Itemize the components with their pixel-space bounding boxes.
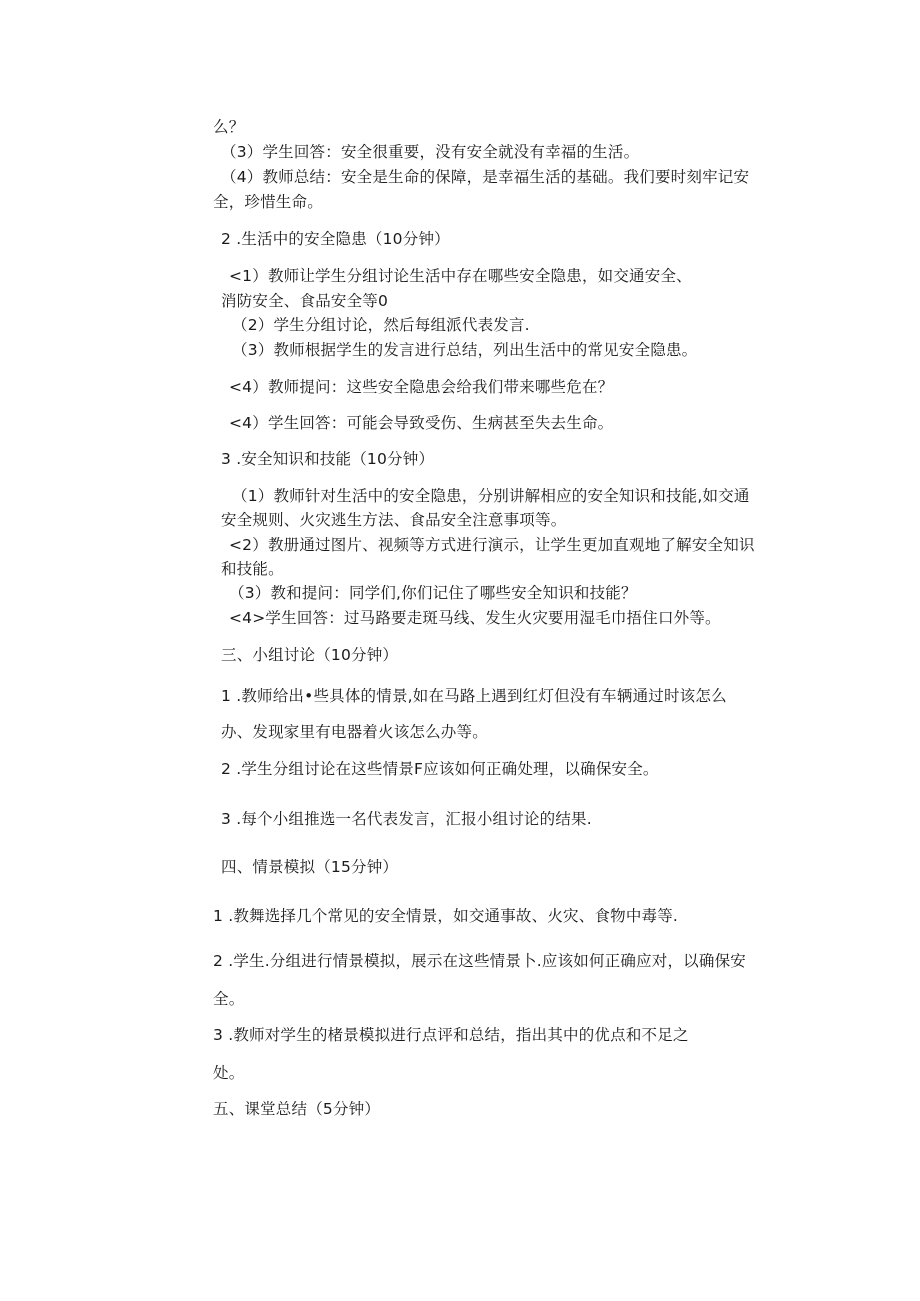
text-line: （1）教师针对生活中的安全隐患，分别讲解相应的安全知识和技能,如交通 (232, 487, 750, 505)
text-line: 2 .学生.分组进行情景模拟，展示在这些情景卜.应该如何正确应对，以确保安 (213, 952, 746, 970)
text-line: （4）教师总结：安全是生命的保障，是幸福生活的基础。我们要时刻牢记安 (221, 168, 750, 186)
text-line: （2）学生分组讨论，然后每组派代表发言. (232, 316, 530, 334)
text-line: 1 .教师给出•些具体的情景,如在马路上遇到红灯但没有车辆通过时该怎么 (221, 687, 727, 705)
text-line: 2 .学生分组讨论在这些情景F应该如何正确处理，以确保安全。 (221, 760, 659, 778)
text-line: 全。 (213, 990, 245, 1008)
text-line: 么？ (213, 118, 245, 136)
text-line: 和技能。 (221, 560, 284, 578)
text-line: 消防安全、食品安全等0 (221, 292, 389, 310)
text-line: <4）学生回答：可能会导致受伤、生病甚至失去生命。 (229, 414, 614, 432)
text-line: 处。 (213, 1064, 245, 1082)
text-line: <4）教师提问：这些安全隐患会给我们带来哪些危在？ (229, 378, 614, 396)
section-heading: 2 .生活中的安全隐患（10分钟） (221, 230, 450, 248)
text-line: 安全规则、火灾逃生方法、食品安全注意事项等。 (221, 511, 567, 529)
text-line: <4>学生回答：过马路要走斑马线、发生火灾要用湿毛巾捂住口外等。 (229, 609, 721, 627)
text-line: 全，珍惜生命。 (213, 193, 323, 211)
text-line: <1）教师让学生分组讨论生活中存在哪些安全隐患，如交通安全、 (229, 267, 692, 285)
text-line: （3）学生回答：安全很重要，没有安全就没有幸福的生活。 (221, 143, 640, 161)
text-line: （3）教师根据学生的发言进行总结，列出生活中的常见安全隐患。 (232, 341, 698, 359)
text-line: 办、发现家里有电器着火该怎么办等。 (221, 723, 488, 741)
text-line: 3 .每个小组推选一名代表发言，汇报小组讨论的结果. (221, 810, 592, 828)
section-heading: 四、情景模拟（15分钟） (221, 858, 399, 876)
text-line: 3 .教师对学生的楮景模拟进行点评和总结，指出其中的优点和不足之 (213, 1026, 689, 1044)
section-heading: 三、小组讨论（10分钟） (221, 646, 399, 664)
section-heading: 五、课堂总结（5分钟） (213, 1100, 381, 1118)
section-heading: 3 .安全知识和技能（10分钟） (221, 450, 435, 468)
text-line: <2）教册通过图片、视频等方式进行演示，让学生更加直观地了解安全知识 (229, 536, 755, 554)
text-line: （3）教和提问：同学们,你们记住了哪些安全知识和技能？ (229, 584, 637, 602)
text-line: 1 .教舞选择几个常见的安全情景，如交通事故、火灾、食物中毒等. (213, 907, 679, 925)
